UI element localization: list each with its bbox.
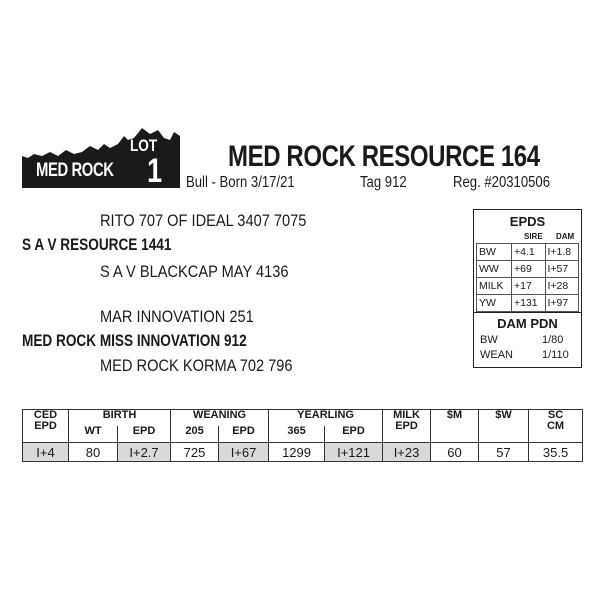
weaning-header: WEANING [171,410,269,427]
epds-sire-value: +131 [512,295,546,312]
values-row [23,443,583,462]
birth-header: BIRTH [69,410,171,427]
epds-panel [473,209,582,368]
birth-wt-header: WT [69,426,118,443]
dam-dam: MED ROCK KORMA 702 796 [100,356,293,375]
lot-badge [22,126,180,188]
epds-row [477,278,579,295]
dam-pdn-title: DAM PDN [497,316,558,331]
divider [474,312,581,313]
tag-info: Tag 912 [360,174,407,191]
epds-sire-value: +4.1 [512,244,546,261]
ced-epd-value: I+4 [23,443,69,462]
milk-epd-value: I+23 [383,443,431,462]
epds-row [477,295,579,312]
year-epd-header: EPD [325,426,383,443]
wean-205-header: 205 [171,426,219,443]
birth-epd-header: EPD [118,426,171,443]
epds-trait: WW [477,261,512,278]
lot-label: LOT [130,136,158,155]
wean-epd-header: EPD [219,426,269,443]
epds-sire-header: SIRE [524,232,543,241]
epds-dam-value: I+1.8 [545,244,579,261]
dollar-m-value: 60 [431,443,479,462]
birth-epd-value: I+2.7 [118,443,171,462]
epds-row [477,261,579,278]
epds-dam-value: I+97 [545,295,579,312]
dollar-m-header: $M [431,410,479,443]
farm-badge-label: MED ROCK [36,160,114,181]
lot-number: 1 [147,152,163,190]
dollar-w-value: 57 [479,443,529,462]
registration-info: Reg. #20310506 [453,174,551,191]
epds-title: EPDS [509,214,546,229]
birth-wt-value: 80 [69,443,118,462]
epds-row [477,244,579,261]
ced-header: CED EPD [23,410,69,443]
milk-header: MILK EPD [383,410,431,443]
sc-cm-value: 35.5 [529,443,583,462]
dam-sire: MAR INNOVATION 251 [100,307,254,326]
year-epd-value: I+121 [325,443,383,462]
dollar-w-header: $W [479,410,529,443]
epds-trait: BW [477,244,512,261]
epds-sire-value: +17 [512,278,546,295]
dam-pdn-wean-label: WEAN [480,349,513,361]
wean-205-value: 725 [171,443,219,462]
sex-birth-info: Bull - Born 3/17/21 [186,174,295,191]
animal-name: MED ROCK RESOURCE 164 [228,140,540,173]
sc-header: SC CM [529,410,583,443]
epds-trait: MILK [477,278,512,295]
dam-pdn-wean-value: 1/110 [542,349,569,361]
dam: MED ROCK MISS INNOVATION 912 [22,331,247,350]
epds-sire-value: +69 [512,261,546,278]
sire-sire: RITO 707 OF IDEAL 3407 7075 [100,211,307,230]
performance-table [22,409,583,462]
epds-dam-header: DAM [556,232,575,241]
year-365-value: 1299 [269,443,325,462]
sire: S A V RESOURCE 1441 [22,235,172,254]
epds-table [476,243,579,312]
header-row-1 [23,410,583,427]
sire-dam: S A V BLACKCAP MAY 4136 [100,262,289,281]
dam-pdn-bw-label: BW [480,334,498,346]
epds-dam-value: I+28 [545,278,579,295]
yearling-header: YEARLING [269,410,383,427]
dam-pdn-bw-value: 1/80 [542,334,564,346]
epds-trait: YW [477,295,512,312]
year-365-header: 365 [269,426,325,443]
epds-dam-value: I+57 [545,261,579,278]
wean-epd-value: I+67 [219,443,269,462]
